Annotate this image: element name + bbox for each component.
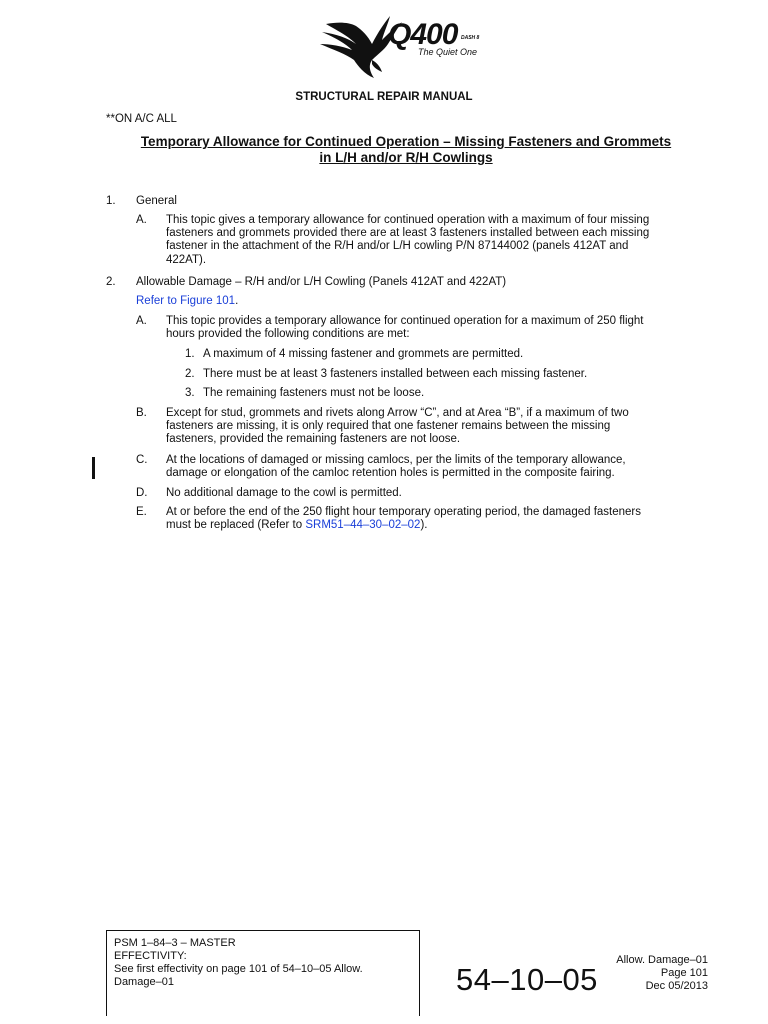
- section-heading: General: [136, 195, 177, 207]
- logo-wordmark: Q400: [388, 18, 458, 51]
- footer-effectivity-box: [106, 930, 420, 1016]
- q400-logo: [318, 14, 498, 84]
- paragraph-line: At the locations of damaged or missing camlocs, per the limits of the temporary allowance,: [166, 454, 626, 466]
- paragraph-line: hours provided the following conditions are met:: [166, 328, 410, 341]
- document-title-line1: Temporary Allowance for Continued Operation – Missing Fasteners and Grommets: [140, 134, 672, 149]
- logo-sub: DASH 8: [461, 35, 480, 41]
- subitem-text: A maximum of 4 missing fastener and grommets are permitted.: [203, 348, 524, 360]
- document-title-line2: in L/H and/or R/H Cowlings: [319, 150, 493, 165]
- paragraph-line: This topic gives a temporary allowance for continued operation with a maximum of four missing: [166, 214, 650, 226]
- item-paragraph: No additional damage to the cowl is permitted.: [166, 487, 402, 499]
- item-letter: C.: [136, 454, 148, 466]
- paragraph-line: fasteners and grommets provided there are at least 3 fasteners installed between each missing: [166, 227, 650, 240]
- paragraph-line: [166, 519, 706, 532]
- item-paragraph: [166, 407, 706, 447]
- revision-change-bar: [92, 457, 95, 479]
- footer-psm: PSM 1–84–3 – MASTER: [114, 937, 236, 949]
- section-heading: Allowable Damage – R/H and/or L/H Cowling (Panels 412AT and 422AT): [136, 276, 507, 288]
- item-letter: A.: [136, 214, 147, 226]
- document-title: [100, 134, 712, 166]
- footer-date: Dec 05/2013: [645, 980, 708, 992]
- item-letter: D.: [136, 487, 148, 499]
- paragraph-text: ).: [420, 519, 428, 532]
- item-paragraph: [166, 315, 706, 341]
- footer-effectivity-label: EFFECTIVITY:: [114, 950, 187, 962]
- paragraph-line: 422AT).: [166, 253, 207, 266]
- srm-reference-link[interactable]: SRM51–44–30–02–02: [305, 519, 421, 532]
- manual-title: STRUCTURAL REPAIR MANUAL: [295, 91, 473, 103]
- paragraph-text: must be replaced (Refer to: [166, 519, 306, 532]
- figure-link[interactable]: Refer to Figure 101: [136, 295, 236, 307]
- item-paragraph: [166, 214, 706, 267]
- paragraph-line: fasteners are missing, it is only required that one fastener remains between the missing: [166, 420, 611, 433]
- section-number: 2.: [106, 276, 116, 288]
- effectivity-label: **ON A/C ALL: [106, 113, 177, 125]
- footer-page-number: Page 101: [660, 967, 708, 979]
- figure-ref-suffix: .: [235, 295, 239, 307]
- logo-tagline: The Quiet One: [418, 47, 478, 57]
- item-paragraph: [166, 506, 706, 532]
- item-paragraph: [166, 454, 706, 480]
- item-letter: B.: [136, 407, 147, 419]
- paragraph-line: fastener in the attachment of the R/H and/or L/H cowling P/N 87144002 (panels 412AT and: [166, 240, 629, 253]
- subitem-number: 3.: [185, 387, 195, 399]
- paragraph-line: Except for stud, grommets and rivets along Arrow “C”, and at Area “B”, if a maximum of two: [166, 407, 629, 419]
- chapter-number: 54–10–05: [456, 962, 598, 997]
- footer-page-info: [548, 954, 708, 993]
- subitem-text: The remaining fasteners must not be loose.: [203, 387, 425, 399]
- footer-effectivity-text: See first effectivity on page 101 of 54–10–05 Allow.: [114, 963, 363, 975]
- subitem-text: There must be at least 3 fasteners installed between each missing fastener.: [203, 368, 588, 380]
- subitem-number: 1.: [185, 348, 195, 360]
- section-number: 1.: [106, 195, 116, 207]
- footer-effectivity-text: Damage–01: [114, 976, 174, 988]
- figure-reference: [136, 295, 238, 308]
- paragraph-line: At or before the end of the 250 flight hour temporary operating period, the damaged fasteners: [166, 506, 641, 518]
- paragraph-line: fasteners, provided the remaining fasteners are not loose.: [166, 433, 461, 446]
- paragraph-line: damage or elongation of the camloc retention holes is permitted in the composite fairing.: [166, 467, 615, 480]
- paragraph-line: This topic provides a temporary allowance for continued operation for a maximum of 250 flight: [166, 315, 644, 327]
- subitem-number: 2.: [185, 368, 195, 380]
- item-letter: E.: [136, 506, 147, 518]
- item-letter: A.: [136, 315, 147, 327]
- footer-section-name: Allow. Damage–01: [616, 954, 708, 966]
